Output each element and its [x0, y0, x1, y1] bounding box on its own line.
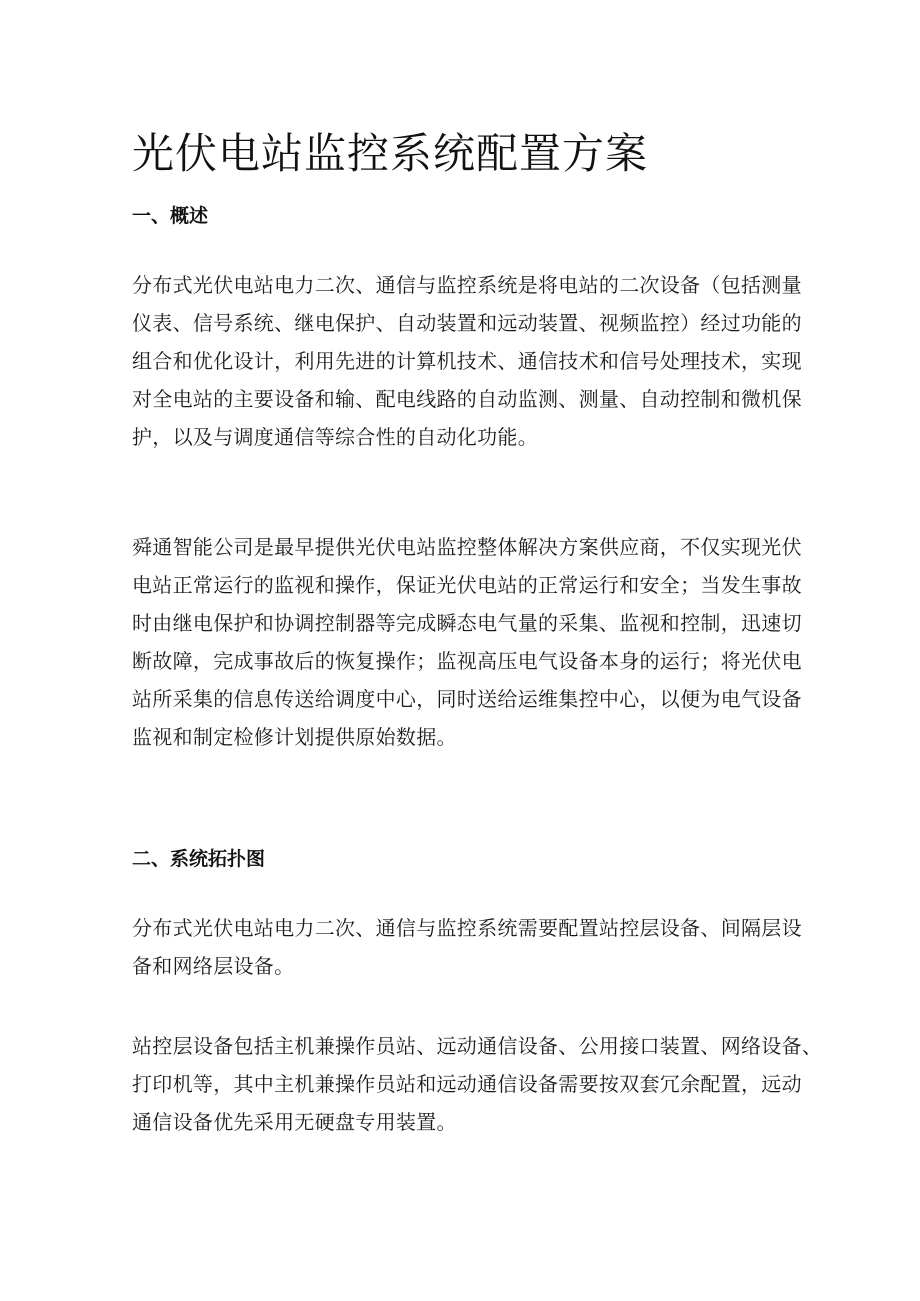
- paragraph-overview-1: [132, 266, 802, 456]
- text-line: 打印机等，其中主机兼操作员站和远动通信设备需要按双套冗余配置，远动: [132, 1072, 802, 1096]
- document-title: 光伏电站监控系统配置方案: [132, 129, 649, 178]
- text-line: 时由继电保护和协调控制器等完成瞬态电气量的采集、监视和控制，迅速切: [132, 611, 802, 635]
- paragraph-topology-2: [132, 1027, 823, 1141]
- text-line: 站控层设备包括主机兼操作员站、远动通信设备、公用接口装置、网络设备、: [132, 1034, 823, 1058]
- text-line: 断故障，完成事故后的恢复操作；监视高压电气设备本身的运行；将光伏电: [132, 649, 802, 673]
- text-line: 对全电站的主要设备和输、配电线路的自动监测、测量、自动控制和微机保: [132, 387, 802, 411]
- section-heading-overview: 一、概述: [132, 205, 209, 227]
- text-line: 备和网络层设备。: [132, 954, 295, 978]
- text-line: 舜通智能公司是最早提供光伏电站监控整体解决方案供应商，不仅实现光伏: [132, 535, 802, 559]
- paragraph-overview-2: [132, 528, 802, 756]
- paragraph-topology-1: [132, 909, 802, 985]
- text-line: 分布式光伏电站电力二次、通信与监控系统是将电站的二次设备（包括测量: [132, 273, 802, 297]
- text-line: 站所采集的信息传送给调度中心，同时送给运维集控中心，以便为电气设备: [132, 687, 802, 711]
- text-line: 电站正常运行的监视和操作，保证光伏电站的正常运行和安全；当发生事故: [132, 573, 802, 597]
- text-line: 护，以及与调度通信等综合性的自动化功能。: [132, 425, 538, 449]
- text-line: 组合和优化设计，利用先进的计算机技术、通信技术和信号处理技术，实现: [132, 349, 802, 373]
- section-heading-topology: 二、系统拓扑图: [132, 848, 266, 870]
- text-line: 监视和制定检修计划提供原始数据。: [132, 725, 457, 749]
- text-line: 仪表、信号系统、继电保护、自动装置和远动装置、视频监控）经过功能的: [132, 311, 802, 335]
- text-line: 分布式光伏电站电力二次、通信与监控系统需要配置站控层设备、间隔层设: [132, 916, 802, 940]
- text-line: 通信设备优先采用无硬盘专用装置。: [132, 1110, 457, 1134]
